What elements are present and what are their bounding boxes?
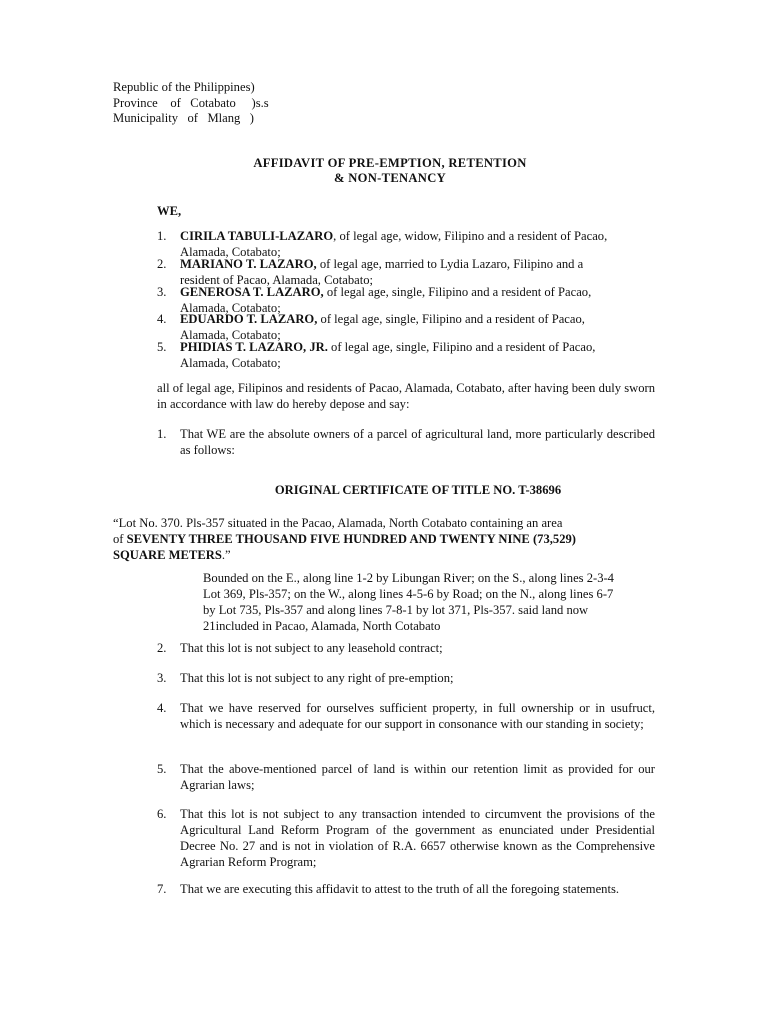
boundaries-description [203,570,658,634]
affiant-details: of legal age, single, Filipino and a resident of Pacao, [327,340,596,354]
affiant-name: CIRILA TABULI-LAZARO [180,229,334,243]
item-1-text: That WE are the absolute owners of a parcel of agricultural land, more particularly described as follows: [180,427,655,457]
affiant-details: of legal age, married to Lydia Lazaro, Filipino and a [316,257,584,271]
affiant-number: 3. [157,285,167,299]
document-title-line1: AFFIDAVIT OF PRE-EMPTION, RETENTION [253,156,527,170]
affiant-number: 2. [157,257,167,271]
bounded-line1: Bounded on the E., along line 1-2 by Libungan River; on the S., along lines 2-3-4 [203,571,614,585]
affiant-item [180,339,655,371]
affiant-name: PHIDIAS T. LAZARO, JR. [180,340,328,354]
item-7-text: That we are executing this affidavit to attest to the truth of all the foregoing statements. [180,882,620,896]
affiant-details: , of legal age, widow, Filipino and a resident of Pacao, [333,229,608,243]
affiant-number: 1. [157,229,167,243]
header-municipality: Municipality of Mlang ) [113,111,254,125]
item-2-text: That this lot is not subject to any leasehold contract; [180,641,443,655]
affiant-address: resident of Pacao, Alamada, Cotabato; [180,273,374,287]
item-3-text: That this lot is not subject to any right of pre-emption; [180,671,454,685]
lot-area-words: SEVENTY THREE THOUSAND FIVE HUNDRED AND TWENTY NINE (73,529) [126,532,577,546]
lot-line3-end: .” [221,548,231,562]
affiant-details: of legal age, single, Filipino and a resident of Pacao, [317,312,585,326]
lot-area-unit: SQUARE METERS [113,548,222,562]
affiant-number: 5. [157,340,167,354]
item-number: 1. [157,427,167,441]
lot-description [113,515,656,563]
item-number: 4. [157,701,167,715]
oct-heading: ORIGINAL CERTIFICATE OF TITLE NO. T-38696 [274,483,562,497]
lot-line2-prefix: of [113,532,127,546]
item-number: 5. [157,762,167,776]
item-number: 7. [157,882,167,896]
affiant-address: Alamada, Cotabato; [180,301,281,315]
lot-line1: “Lot No. 370. Pls-357 situated in the Pacao, Alamada, North Cotabato containing an area [113,516,563,530]
affiant-address: Alamada, Cotabato; [180,328,281,342]
bounded-line2: Lot 369, Pls-357; on the W., along lines 4-5-6 by Road; on the N., along lines 6-7 [203,587,614,601]
bounded-line3: by Lot 735, Pls-357 and along lines 7-8-1 by lot 371, Pls-357. said land now [203,603,589,617]
item-number: 6. [157,807,167,821]
item-6-text: That this lot is not subject to any transaction intended to circumvent the provisions of the Agricultural Land Reform Program of the government as enunciated under Presidential Decree No. 27 and is not in violation of R.A. 6657 otherwise known as the Comprehensive Agrarian Reform Program; [180,807,655,869]
header-province: Province of Cotabato )s.s [113,96,269,110]
affiant-address: Alamada, Cotabato; [180,245,281,259]
item-number: 3. [157,671,167,685]
affiant-name: MARIANO T. LAZARO, [180,257,317,271]
we-label: WE, [157,204,182,218]
intro-paragraph: all of legal age, Filipinos and residents of Pacao, Alamada, Cotabato, after having been duly sworn in accordance with law do hereby depose and say: [157,381,655,411]
header-republic: Republic of the Philippines) [113,80,255,94]
affiant-number: 4. [157,312,167,326]
item-5-text: That the above-mentioned parcel of land is within our retention limit as provided for our Agrarian laws; [180,762,655,792]
bounded-line4: 21included in Pacao, Alamada, North Cotabato [203,619,441,633]
item-4-text: That we have reserved for ourselves sufficient property, in full ownership or in usufruct, which is necessary and adequate for our support in consonance with our standing in society; [180,701,655,731]
affiant-name: GENEROSA T. LAZARO, [180,285,324,299]
affiant-address: Alamada, Cotabato; [180,356,281,370]
document-title-line2: & NON-TENANCY [334,171,446,185]
affiant-name: EDUARDO T. LAZARO, [180,312,318,326]
affiant-details: of legal age, single, Filipino and a resident of Pacao, [323,285,592,299]
item-number: 2. [157,641,167,655]
